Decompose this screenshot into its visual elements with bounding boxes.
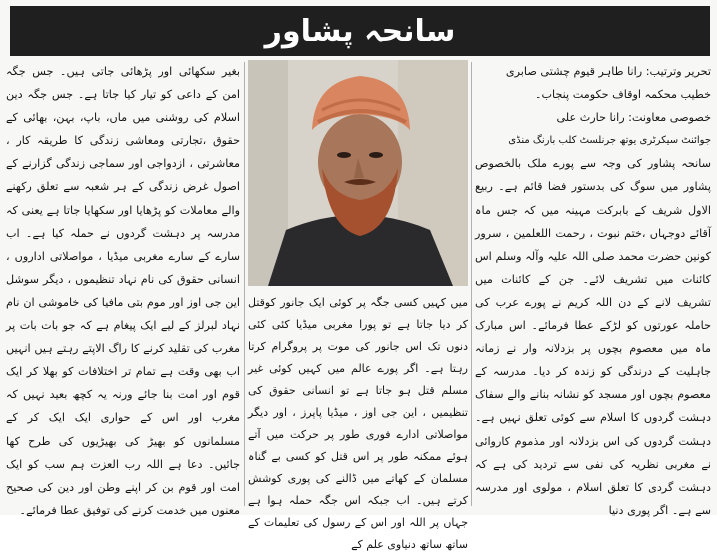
author-portrait-image (248, 60, 468, 286)
headline: سانحہ پشاور (264, 13, 456, 49)
article-column-middle (248, 292, 468, 551)
article-column-right (475, 60, 711, 517)
article-text-left: بغیر سکھائی اور پڑھائی جاتی ہیں۔ جس جگہ امن کے داعی کو تیار کیا جاتا ہے۔ جس جگہ دین اسلام کی روشنی میں ماں، باپ، بہن، بھائی کے حقوق ،تجارتی ومعاشی زندگی کا طریقہ کار ، معاشرتی ، ازدواجی اور سماجی زندگی گزارنے کے اصول غرض زندگی کے ہر شعبہ سے تعلق رکھنے والے معاملات کو پڑھایا اور سکھایا جاتا ہے یعنی کہ مدرسہ پر دہشت گردوں نے حملہ کیا ہے۔ اب سارے کے سارے مغربی میڈیا ، مواصلاتی اداروں ، انسانی حقوق کی نام نہاد تنظیموں ، دیگر سوشل این جی اوز اور موم بتی مافیا کی خاموشی ان نام نہاد لبرلز کے لیے ایک پیغام ہے کہ جو بات بات پر مغرب کی تقلید کرنے کا راگ الاپتے رہتے ہیں انہیں اب بھی وقت ہے تمام تر اختلافات کو بھلا کر ایک قوم اور امت بنا جائے ورنہ یہ کچھ بعید نہیں کہ مغرب اور اس کے حواری ایک ایک کر کے مسلمانوں کو بھیڑ کی بھیڑیوں کی طرح کھا جائیں۔ دعا ہے اللہ رب العزت ہم سب کو ایک امت اور قوم بن کر اپنے وطن اور دین کی صحیح معنوں میں خدمت کرنے کی توفیق عطا فرمائے۔ (6, 65, 240, 517)
column-divider-right (471, 62, 472, 506)
article-text-middle: میں کہیں کسی جگہ پر کوئی ایک جانور کوقتل کر دیا جاتا ہے تو پورا مغربی میڈیا کئی کئی دنوں تک اس جانور کی موت پر پروگرام کرتا رہتا ہے۔ اگر پورے عالم میں کہیں کوئی غیر مسلم قتل ہو جاتا ہے تو انسانی حقوق کی تنظیمیں ، این جی اوز ، میڈیا پاپرز ، اور دیگر مواصلاتی ادارے فوری طور پر حرکت میں آتے ہوئے ممکنہ طور پر اس قتل کو کسی بے گناہ مسلمان کے کھاتے میں ڈالنے کی پوری کوشش کرتے ہیں۔ اب جبکہ اس جگہ حملہ ہوا ہے جہاں پر اللہ اور اس کے رسول کی تعلیمات کے ساتھ ساتھ دنیاوی علم کے (248, 296, 468, 551)
byline-position: خطیب محکمہ اوقاف حکومت پنجاب۔ (534, 88, 711, 102)
byline-assistant-title: جوائنٹ سیکرٹری یوتھ جرنلسٹ کلب بارنگ منڈی (508, 135, 711, 147)
headline-banner (10, 6, 710, 56)
article-column-left (6, 60, 240, 517)
byline-assistant: خصوصی معاونت: رانا حارث علی (556, 111, 711, 125)
author-photo (248, 60, 468, 286)
byline-compiled-by: تحریر وترتیب: رانا طاہر قیوم چشتی صابری (505, 65, 711, 78)
article-text-right: سانحہ پشاور کی وجہ سے پورے ملک بالخصوص پشاور میں سوگ کی بدستور فضا قائم ہے۔ ربیع الاول شریف کے بابرکت مہینہ میں کہ جس ماہ آقائے دوجہاں ،ختم نبوت ، رحمت اللعلمین ، سرور کونین حضرت محمد صلی اللہ علیہ وآلہ وسلم اس کائنات میں تشریف لائے۔ جن کے کائنات میں تشریف لانے کے دن اللہ کریم نے پورے عرب کی حاملہ عورتوں کو لڑکے عطا فرمائے۔ اس مبارک ماہ میں معصوم بچوں پر بزدلانہ وار نے زمانہ جاہلیت کے درندگی کو زندہ کر دیا۔ مدرسہ کے معصوم بچوں اور مسجد کو نشانہ بنانے والے سفاک دہشت گردوں کا اسلام سے کوئی تعلق نہیں ہے۔ دہشت گردوں کی اس بزدلانہ اور مذموم کاروائی نے مغربی نظریہ کی نفی سے تردید کی ہے کہ دہشت گردی کا تعلق اسلام ، مولوی اور مدرسہ سے ہے۔ اگر پوری دنیا (475, 157, 711, 517)
column-divider-left (244, 62, 245, 506)
